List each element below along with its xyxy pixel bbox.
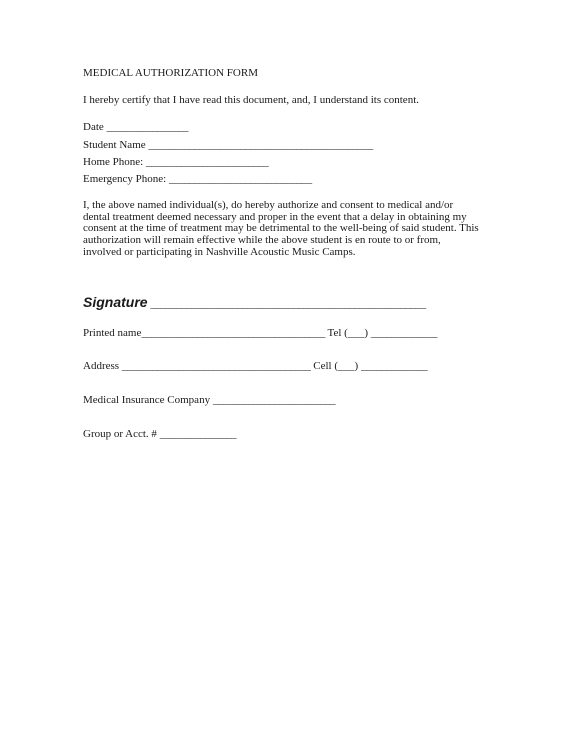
group-acct-field[interactable] — [83, 428, 236, 441]
tel-blank[interactable]: _____________ — [370, 327, 438, 339]
student-name-label: Student Name — [83, 139, 146, 151]
address-blank[interactable]: _____________________________________ — [121, 360, 311, 372]
emergency-phone-blank[interactable]: ____________________________ — [168, 173, 312, 185]
cell-label: Cell (___) — [313, 360, 359, 372]
form-title: MEDICAL AUTHORIZATION FORM — [83, 67, 258, 79]
signature-blank[interactable]: ______________________________________________________ — [150, 298, 426, 310]
certify-statement: I hereby certify that I have read this document, and, I understand its content. — [83, 94, 419, 106]
date-blank[interactable]: ________________ — [106, 121, 189, 133]
date-label: Date — [83, 121, 104, 133]
insurance-blank[interactable]: ________________________ — [212, 394, 336, 406]
address-row — [83, 360, 427, 373]
emergency-phone-field[interactable] — [83, 173, 312, 186]
student-name-field[interactable] — [83, 139, 373, 152]
student-name-blank[interactable]: ____________________________________________ — [148, 139, 373, 151]
signature-label: Signature — [83, 294, 148, 310]
insurance-label: Medical Insurance Company — [83, 394, 211, 406]
emergency-phone-label: Emergency Phone: — [83, 173, 167, 185]
printed-name-label: Printed name — [83, 327, 142, 339]
home-phone-field[interactable] — [83, 156, 268, 169]
signature-field[interactable] — [83, 294, 426, 312]
cell-blank[interactable]: _____________ — [360, 360, 428, 372]
printed-name-row — [83, 327, 437, 340]
date-field[interactable] — [83, 121, 188, 134]
group-acct-label: Group or Acct. # — [83, 428, 157, 440]
tel-label: Tel (___) — [327, 327, 368, 339]
home-phone-label: Home Phone: — [83, 156, 144, 168]
insurance-field[interactable] — [83, 394, 335, 407]
authorization-paragraph: I, the above named individual(s), do hereby authorize and consent to medical and/or dental treatment deemed necessary and proper in the event that a delay in obtaining my consent at the time of treatment may be detrimental to the well-being of said student. This authorization will remain effective while the above student is en route to or from, involved or participating in Nashville Acoustic Music Camps. — [83, 199, 479, 258]
group-acct-blank[interactable]: _______________ — [159, 428, 237, 440]
home-phone-blank[interactable]: ________________________ — [145, 156, 269, 168]
printed-name-blank[interactable]: ____________________________________ — [141, 327, 325, 339]
address-label: Address — [83, 360, 120, 372]
